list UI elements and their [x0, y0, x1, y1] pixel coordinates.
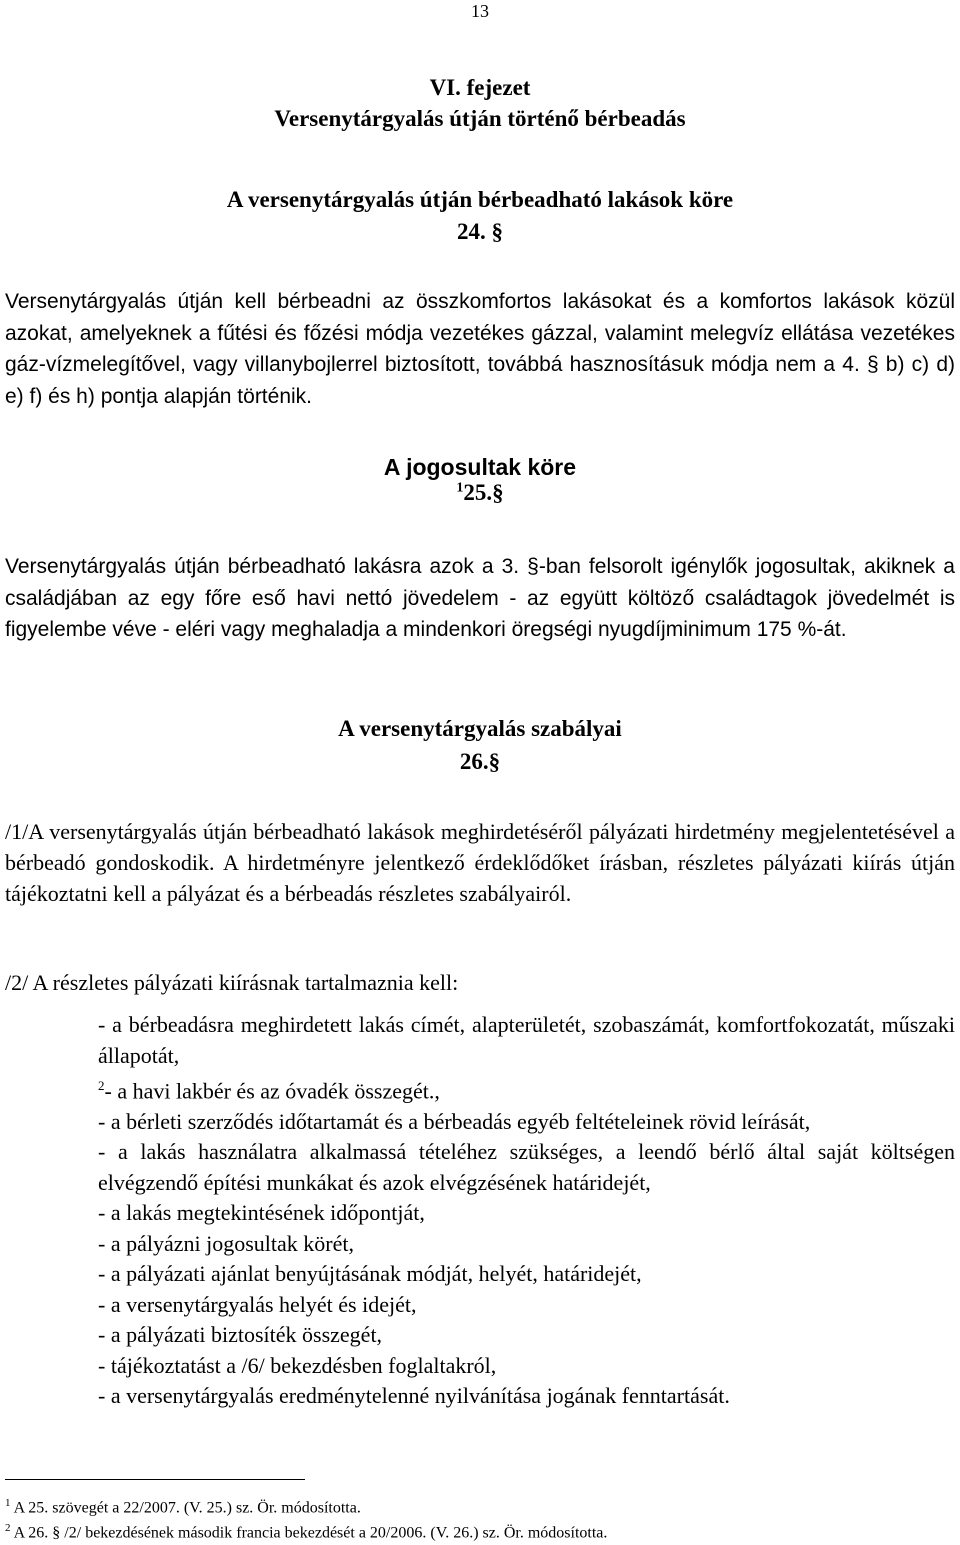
list-item: - a pályázni jogosultak körét,	[98, 1230, 354, 1256]
footnote-ref-2: 2	[98, 1078, 105, 1093]
footnote-2: $^2$ A 26. § /2/ bekezdésének második francia bekezdését a 20/2006. (V. 26.) sz. Ör. módosította.	[5, 1522, 608, 1542]
footnote-1: $^1$ A 25. szövegét a 22/2007. (V. 25.) sz. Ör. módosította.	[5, 1497, 361, 1517]
section-title-lakasok-kore: A versenytárgyalás útján bérbeadható lakások köre	[226, 187, 734, 212]
chapter-title: Versenytárgyalás útján történő bérbeadás	[274, 106, 686, 131]
paragraph-25-text: Versenytárgyalás útján bérbeadható lakásra azok a 3. §-ban felsorolt igénylők jogosultak, akiknek a családjában az egy főre eső havi nettó jövedelem - az együtt költöző családtagok jövedelmét is figyelembe véve - eléri vagy meghaladja a mindenkori öregségi nyugdíjminimum 175 %-át.	[5, 555, 955, 641]
paragraph-26-2-text: /2/ A részletes pályázati kiírásnak tartalmaznia kell:	[5, 970, 459, 995]
list-item: - a lakás használatra alkalmassá tételéhez szükséges, a leendő bérlő által saját költségen elvégzendő építési munkákat és azok elvégzésének határidejét,	[98, 1139, 955, 1195]
list-item: - a pályázati ajánlat benyújtásának módját, helyét, határidejét,	[98, 1261, 642, 1287]
footnote-ref-1: 1	[456, 480, 464, 496]
list-item: - a pályázati biztosíték összegét,	[98, 1322, 383, 1348]
paragraph-number-24: 24. §	[457, 219, 503, 244]
section-title-szabalyai: A versenytárgyalás szabályai	[338, 716, 622, 741]
list-item: $^2$- a havi lakbér és az óvadék összegét.,	[98, 1078, 440, 1104]
page-number: 13	[471, 1, 489, 21]
list-item: - tájékoztatást a /6/ bekezdésben foglaltakról,	[98, 1352, 497, 1378]
paragraph-number-26: 26.§	[459, 749, 501, 774]
list-item: - a bérbeadásra meghirdetett lakás címét, alapterületét, szobaszámát, komfortfokozatát, műszaki állapotát,	[98, 1012, 955, 1068]
section-title-jogosultak-kore: A jogosultak köre	[383, 454, 577, 480]
paragraph-26-1-text: /1/A versenytárgyalás útján bérbeadható lakások meghirdetéséről pályázati hirdetmény megjelentetésével a bérbeadó gondoskodik. A hirdetményre jelentkező érdeklődőket írásban, részletes pályázati kiírás útján tájékoztatni kell a pályázat és a bérbeadás részletes szabályairól.	[5, 819, 955, 906]
list-item: - a versenytárgyalás eredménytelenné nyilvánítása jogának fenntartását.	[98, 1383, 730, 1409]
paragraph-24-text: Versenytárgyalás útján kell bérbeadni az összkomfortos lakásokat és a komfortos lakások közül azokat, amelyeknek a fűtési és főzési módja vezetékes gázzal, valamint melegvíz ellátása vezetékes gáz-vízmelegítővel, vagy villanybojlerrel biztosított, továbbá hasznosításuk módja nem a 4. § b) c) d) e) f) és h) pontja alapján történik.	[5, 290, 955, 408]
list-item: - a bérleti szerződés időtartamát és a bérbeadás egyéb feltételeinek rövid leírását,	[98, 1108, 811, 1134]
paragraph-number-25: $^1$25.§	[456, 480, 504, 505]
list-item: - a lakás megtekintésének időpontját,	[98, 1200, 425, 1226]
footnote-separator	[5, 1479, 305, 1480]
requirements-list	[98, 1010, 955, 1412]
chapter-number: VI. fejezet	[429, 75, 531, 100]
list-item: - a versenytárgyalás helyét és idejét,	[98, 1291, 417, 1317]
